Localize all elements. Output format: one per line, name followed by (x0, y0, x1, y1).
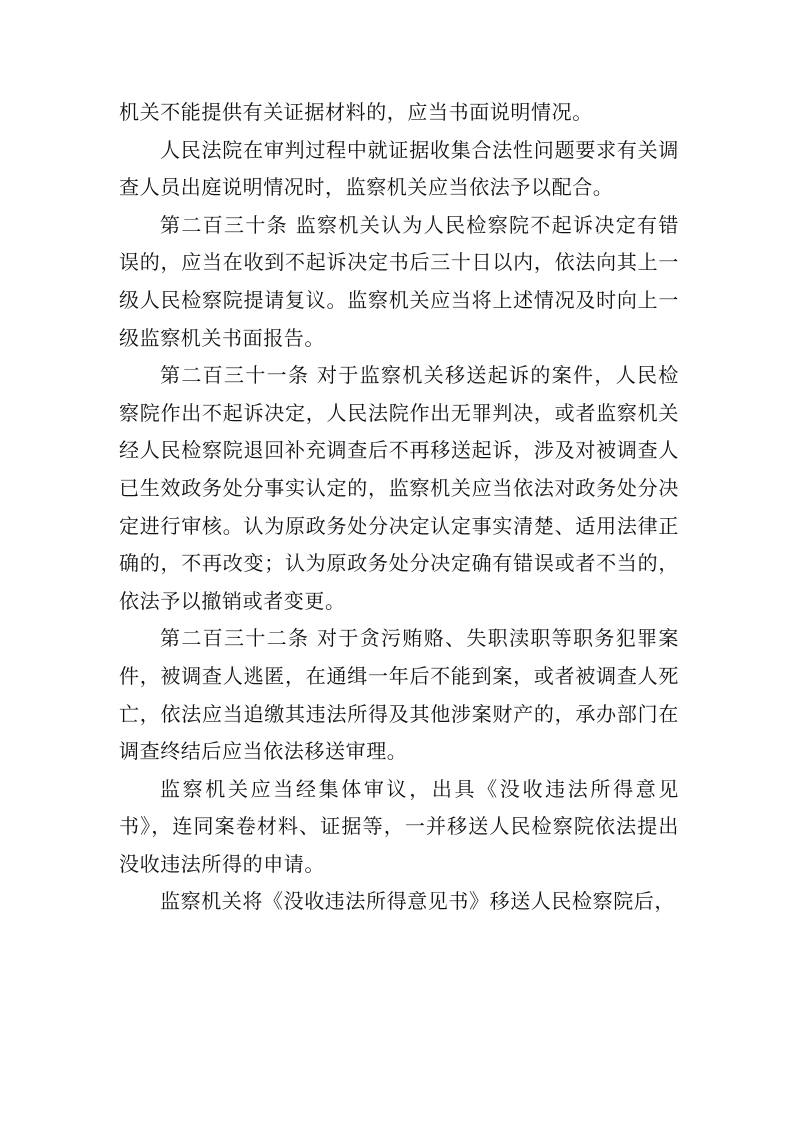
article-231: 第二百三十一条 对于监察机关移送起诉的案件，人民检察院作出不起诉决定，人民法院作出无罪判决，或者监察机关经人民检察院退回补充调查后不再移送起诉，涉及对被调查人已生效政务处分事实认定的，监察机关应当依法对政务处分决定进行审核。认为原政务处分决定认定事实清楚、适用法律正确的，不再改变；认为原政务处分决定确有错误或者不当的，依法予以撤销或者变更。 (119, 363, 679, 613)
paragraph-2: 人民法院在审判过程中就证据收集合法性问题要求有关调查人员出庭说明情况时，监察机关应当依法予以配合。 (119, 137, 679, 200)
paragraph-confiscation-opinion: 监察机关应当经集体审议，出具《没收违法所得意见书》，连同案卷材料、证据等，一并移送人民检察院依法提出没收违法所得的申请。 (119, 776, 679, 876)
paragraph-1: 机关不能提供有关证据材料的，应当书面说明情况。 (119, 100, 593, 124)
document-body (119, 94, 679, 921)
paragraph-transfer: 监察机关将《没收违法所得意见书》移送人民检察院后， (160, 889, 675, 914)
article-230: 第二百三十条 监察机关认为人民检察院不起诉决定有错误的，应当在收到不起诉决定书后三十日以内，依法向其上一级人民检察院提请复议。监察机关应当将上述情况及时向上一级监察机关书面报告。 (119, 212, 679, 350)
article-232: 第二百三十二条 对于贪污贿赂、失职渎职等职务犯罪案件，被调查人逃匿，在通缉一年后不能到案，或者被调查人死亡，依法应当追缴其违法所得及其他涉案财产的，承办部门在调查终结后应当依法移送审理。 (119, 626, 679, 764)
